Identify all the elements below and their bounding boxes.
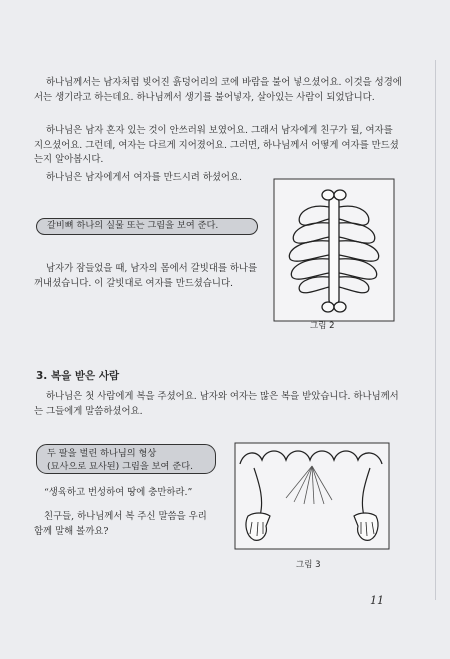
teacher-instruction-line-2: (묘사으로 묘사된) 그림을 보여 준다. [47,461,194,472]
paragraph-blessing: 하나님은 첫 사람에게 복을 주셨어요. 남자와 여자는 많은 복을 받았습니다. 하나님께서는 그들에게 말씀하셨어요. [34,391,399,417]
paragraph-woman-created: 하나님은 남자 혼자 있는 것이 안쓰러워 보였어요. 그래서 남자에게 친구가 될, 여자를 지으셨어요. 그런데, 여자는 다르게 지어졌어요. 그러면, 하나님께서 어떻게 여자를 만드셨는지 알아봅시다. [34,125,399,166]
paragraph-be-fruitful: “생육하고 번성하여 땅에 충만하라.” [44,487,193,498]
paragraph-breath-of-life: 하나님께서는 남자처럼 빚어진 흙덩어리의 코에 바람을 불어 넣으셨어요. 이것을 성경에서는 생기라고 하는데요. 하나님께서 생기를 불어넣자, 살아있는 사람이 되었답니다. [34,77,402,103]
rib-cage-illustration [272,177,396,323]
open-arms-illustration [234,442,390,550]
paragraph-made-from-man: 하나님은 남자에게서 여자를 만드시려 하셨어요. [46,172,243,183]
paragraph-say-together: 친구들, 하나님께서 복 주신 말씀을 우리 함께 말해 볼까요? [34,511,207,537]
paragraph-rib-taken: 남자가 잠들었을 때, 남자의 몸에서 갈빗대를 하나를 꺼내셨습니다. 이 갈빗대로 여자를 만드셨습니다. [34,263,258,289]
figure-2-caption: 그림 2 [310,321,335,331]
teacher-instruction-blessing [36,444,216,474]
teacher-instruction-rib: 갈비뼈 하나의 실물 또는 그림을 보여 준다. [36,218,258,235]
section-heading: 3. 복을 받은 사람 [36,370,120,382]
page-number: 11 [370,594,384,607]
figure-3-caption: 그림 3 [296,560,321,570]
teacher-instruction-line-1: 두 팔을 벌린 하나님의 형상 [47,448,157,459]
